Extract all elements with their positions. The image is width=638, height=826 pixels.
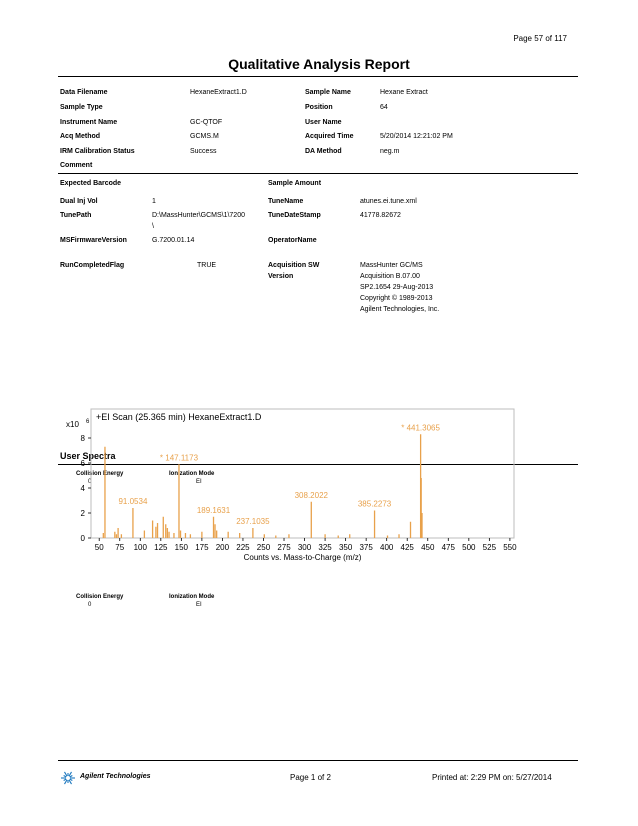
x-tick-label: 400 — [380, 543, 394, 552]
x-tick-label: 500 — [462, 543, 476, 552]
position-value: 64 — [380, 104, 388, 111]
collision-energy-value-2: 0 — [88, 602, 92, 608]
run-completed-value: TRUE — [197, 262, 217, 269]
ionization-mode-label-2: Ionization Mode — [169, 594, 215, 600]
tune-name-label: TuneName — [268, 198, 304, 205]
acq-method-label: Acq Method — [60, 133, 101, 140]
chart-title: +EI Scan (25.365 min) HexaneExtract1.D — [96, 412, 262, 422]
run-completed-label: RunCompletedFlag — [60, 262, 125, 269]
acquired-time-label: Acquired Time — [305, 133, 354, 140]
y-tick-label: 6 — [80, 459, 85, 468]
acq-sw-label-line1: Acquisition SW — [268, 262, 320, 269]
collision-energy-label-2: Collision Energy — [76, 594, 124, 600]
x-tick-label: 75 — [115, 543, 125, 552]
data-filename-label: Data Filename — [60, 89, 108, 96]
x-tick-label: 275 — [277, 543, 291, 552]
x-tick-label: 300 — [297, 543, 312, 552]
x-tick-label: 50 — [94, 543, 104, 552]
irm-status-value: Success — [190, 148, 217, 155]
x-tick-label: 550 — [503, 543, 517, 552]
tune-path-value-line1: D:\MassHunter\GCMS\1\7200 — [152, 212, 245, 219]
tune-name-value: atunes.ei.tune.xml — [360, 198, 417, 205]
acq-sw-value-line5: Agilent Technologies, Inc. — [360, 306, 440, 313]
footer-page: Page 1 of 2 — [290, 773, 331, 782]
x-tick-label: 325 — [318, 543, 332, 552]
sample-name-label: Sample Name — [305, 89, 351, 96]
x-axis-label: Counts vs. Mass-to-Charge (m/z) — [243, 553, 362, 562]
x-tick-label: 100 — [133, 543, 147, 552]
tune-datestamp-value: 41778.82672 — [360, 212, 401, 219]
footer-printed: Printed at: 2:29 PM on: 5/27/2014 — [432, 773, 552, 782]
x-tick-label: 450 — [421, 543, 435, 552]
page-reference: Page 57 of 117 — [513, 34, 567, 43]
x-tick-label: 175 — [195, 543, 209, 552]
y-axis-multiplier: x10 — [66, 420, 79, 429]
y-tick-label: 0 — [80, 534, 85, 543]
dual-inj-vol-value: 1 — [152, 198, 156, 205]
x-tick-label: 225 — [236, 543, 250, 552]
acq-sw-value-line3: SP2.1654 29-Aug-2013 — [360, 284, 434, 291]
x-tick-label: 250 — [256, 543, 271, 552]
operator-name-label: OperatorName — [268, 237, 317, 244]
x-tick-label: 350 — [338, 543, 353, 552]
acq-sw-value-line4: Copyright © 1989-2013 — [360, 295, 433, 302]
instrument-name-value: GC-QTOF — [190, 119, 223, 126]
peak-label: 385.2273 — [357, 499, 392, 509]
x-tick-label: 125 — [154, 543, 168, 552]
sample-amount-label: Sample Amount — [268, 180, 322, 187]
y-axis-exponent: 6 — [86, 419, 90, 425]
spark-ray — [70, 779, 73, 781]
plot-frame — [91, 409, 514, 538]
acq-sw-value-line1: MassHunter GC/MS — [360, 262, 423, 269]
y-tick-label: 8 — [80, 434, 85, 443]
footer-rule — [58, 760, 578, 761]
y-tick-label: 4 — [80, 484, 85, 493]
peak-label: 308.2022 — [294, 490, 328, 500]
sample-name-value: Hexane Extract — [380, 89, 428, 96]
tune-path-label: TunePath — [60, 212, 92, 219]
peak-label: 237.1035 — [236, 517, 270, 526]
collision-energy-label-1: Collision Energy — [76, 471, 124, 477]
tune-datestamp-label: TuneDateStamp — [268, 212, 321, 219]
x-tick-label: 150 — [174, 543, 189, 552]
acq-sw-value-line2: Acquisition B.07.00 — [360, 273, 420, 280]
collision-energy-value-1: 0 — [88, 479, 92, 485]
agilent-spark-icon — [60, 770, 76, 786]
ionization-mode-label-1: Ionization Mode — [169, 471, 215, 477]
tune-path-value-line2: \ — [152, 223, 154, 230]
ionization-mode-value-2: EI — [196, 602, 202, 608]
user-name-label: User Name — [305, 119, 342, 126]
position-label: Position — [305, 104, 333, 111]
peak-label: * 441.3065 — [401, 423, 440, 433]
peak-label: * 147.1173 — [159, 453, 199, 463]
x-tick-label: 475 — [441, 543, 455, 552]
section-user-spectra: User Spectra — [60, 451, 116, 461]
y-tick-label: 2 — [80, 509, 85, 518]
footer-brand: Agilent Technologies — [80, 773, 151, 780]
data-filename-value: HexaneExtract1.D — [190, 89, 247, 96]
acq-sw-label-line2: Version — [268, 273, 294, 280]
ionization-mode-value-1: EI — [196, 479, 202, 485]
peak-label: 189.1631 — [196, 505, 231, 515]
expected-barcode-label: Expected Barcode — [60, 180, 122, 187]
comment-label: Comment — [60, 162, 93, 169]
ms-firmware-value: G.7200.01.14 — [152, 237, 195, 244]
da-method-value: neg.m — [380, 148, 400, 155]
dual-inj-vol-label: Dual Inj Vol — [60, 198, 98, 205]
sample-type-label: Sample Type — [60, 104, 103, 111]
agilent-logo — [60, 770, 76, 791]
irm-status-label: IRM Calibration Status — [60, 148, 135, 155]
x-tick-label: 375 — [359, 543, 373, 552]
acq-method-value: GCMS.M — [190, 133, 219, 140]
report-title: Qualitative Analysis Report — [228, 56, 410, 72]
x-tick-label: 200 — [215, 543, 230, 552]
acquired-time-value: 5/20/2014 12:21:02 PM — [380, 133, 453, 140]
x-tick-label: 425 — [400, 543, 414, 552]
spark-ray — [64, 776, 67, 778]
peak-label: 91.0534 — [118, 497, 148, 506]
da-method-label: DA Method — [305, 148, 342, 155]
spark-ray — [64, 779, 67, 781]
x-tick-label: 525 — [482, 543, 497, 552]
spark-ray — [70, 776, 73, 778]
ms-firmware-label: MSFirmwareVersion — [60, 237, 127, 244]
instrument-name-label: Instrument Name — [60, 119, 118, 126]
